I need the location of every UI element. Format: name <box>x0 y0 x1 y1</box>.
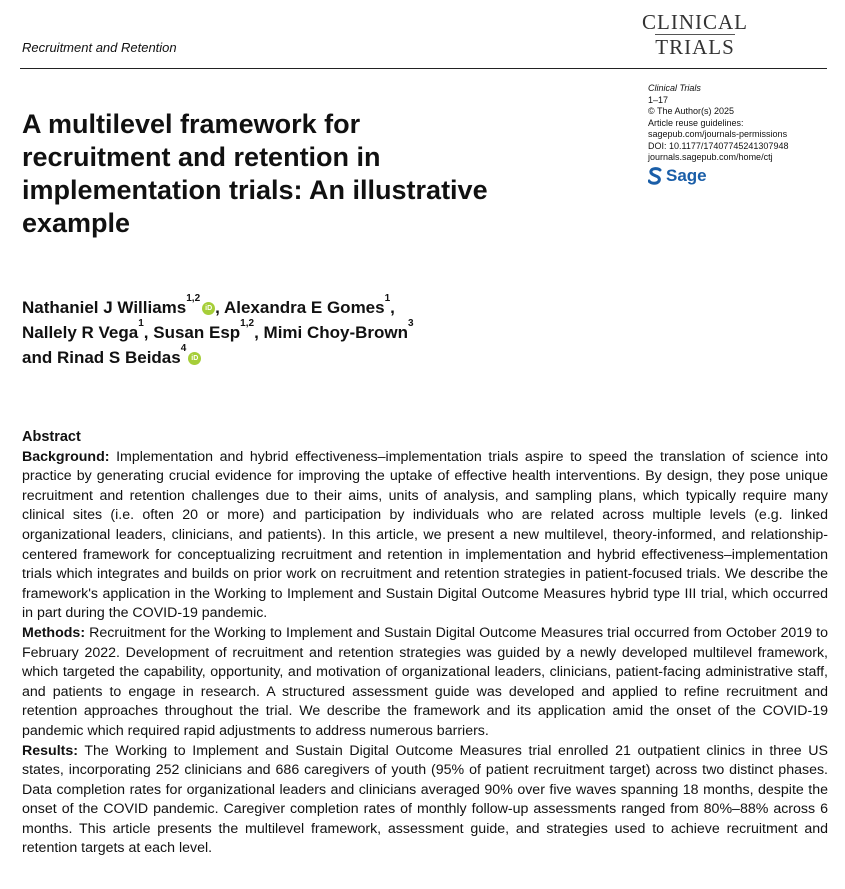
meta-reuse-label: Article reuse guidelines: <box>648 117 744 128</box>
meta-copyright: © The Author(s) 2025 <box>648 106 735 116</box>
authors-and: and <box>22 348 57 367</box>
meta-journal-link[interactable]: journals.sagepub.com/home/ctj <box>648 152 773 162</box>
orcid-icon[interactable]: iD <box>188 352 201 365</box>
article-title: A multilevel framework for recruitment and retention in implementation trials: An illustrative example <box>22 109 488 238</box>
meta-pages: 1–17 <box>648 94 669 105</box>
author-3[interactable]: Susan Esp$^{1,2}$ <box>153 318 255 342</box>
abstract-heading: Abstract <box>22 429 81 445</box>
author-1[interactable]: Alexandra E Gomes$^1$ <box>223 293 391 317</box>
journal-logo <box>640 12 750 58</box>
abstract-results: Results: The Working to Implement and Sustain Digital Outcome Measures trial enrolled 21 outpatient clinics in three US states, incorporating 252 clinicians and 686 caregivers of youth (95% of patient recruitment target) across two distinct phases. Data completion rates for organizational leaders and clinicians averaged 90% over five waves spanning 18 months, despite the onset of the COVID pandemic. Caregiver completion rates of monthly follow-up assessments ranged from 80%–88% across 6 months. This article presents the multilevel framework, assessment guide, and strategies used to achieve recruitment and retention targets at each level. <box>22 742 828 857</box>
author-5[interactable]: Rinad S Beidas$^4$ <box>56 343 187 367</box>
orcid-icon[interactable]: iD <box>202 302 215 315</box>
sage-logo-text: Sage <box>666 165 707 185</box>
journal-logo-line1: CLINICAL <box>642 10 748 34</box>
author-4[interactable]: Mimi Choy-Brown$^3$ <box>263 318 414 342</box>
article-meta <box>648 83 838 185</box>
author-list: Nathaniel J Williams$^{1,2}$iD , Alexandra E Gomes$^1$, Nallely R Vega$^1$, Susan Esp$^{1,2}$, Mimi Choy-Brown$^3$ and Rinad S Beidas$^4$iD <box>22 293 414 367</box>
abstract <box>22 428 828 859</box>
sage-s-icon <box>648 167 662 185</box>
journal-logo-line2: TRIALS <box>655 35 735 59</box>
header-divider <box>20 68 827 69</box>
abstract-background: Background: Implementation and hybrid effectiveness–implementation trials aspire to speed the translation of science into practice by generating crucial evidence for improving the uptake of effective health interventions. By design, they pose unique recruitment and retention challenges due to their aims, units of analysis, and sampling plans, which typically require many clinical sites (i.e. often 20 or more) and participation by individuals who are related across multiple levels (e.g. linked organizational leaders, clinicians, and patients). In this article, we present a new multilevel, theory-informed, and relationship-centered framework for conceptualizing recruitment and retention in implementation and hybrid effectiveness–implementation trials which integrates and builds on prior work on recruitment and retention strategies in patient-focused trials. We describe the framework's application in the Working to Implement and Sustain Digital Outcome Measures hybrid type III trial, which occurred in part during the COVID-19 pandemic. <box>22 448 828 622</box>
sage-logo <box>648 167 838 185</box>
meta-doi[interactable]: DOI: 10.1177/17407745241307948 <box>648 140 789 151</box>
section-label: Recruitment and Retention <box>22 40 177 55</box>
meta-reuse-link[interactable]: sagepub.com/journals-permissions <box>648 129 788 139</box>
author-0[interactable]: Nathaniel J Williams$^{1,2}$ <box>22 293 201 317</box>
abstract-methods: Methods: Recruitment for the Working to Implement and Sustain Digital Outcome Measures trial occurred from October 2019 to February 2022. Development of recruitment and retention strategies was guided by a newly developed multilevel framework, which targeted the capability, opportunity, and motivation of organizational leaders, clinicians, patient-facing administrative staff, and patients to engage in research. A structured assessment guide was developed and applied to refine recruitment and retention approaches throughout the trial. We describe the framework and its application amid the onset of the COVID-19 pandemic which required rapid adjustments to address numerous barriers. <box>22 624 828 739</box>
meta-journal: Clinical Trials <box>648 83 701 93</box>
author-2[interactable]: Nallely R Vega$^1$ <box>22 318 144 342</box>
